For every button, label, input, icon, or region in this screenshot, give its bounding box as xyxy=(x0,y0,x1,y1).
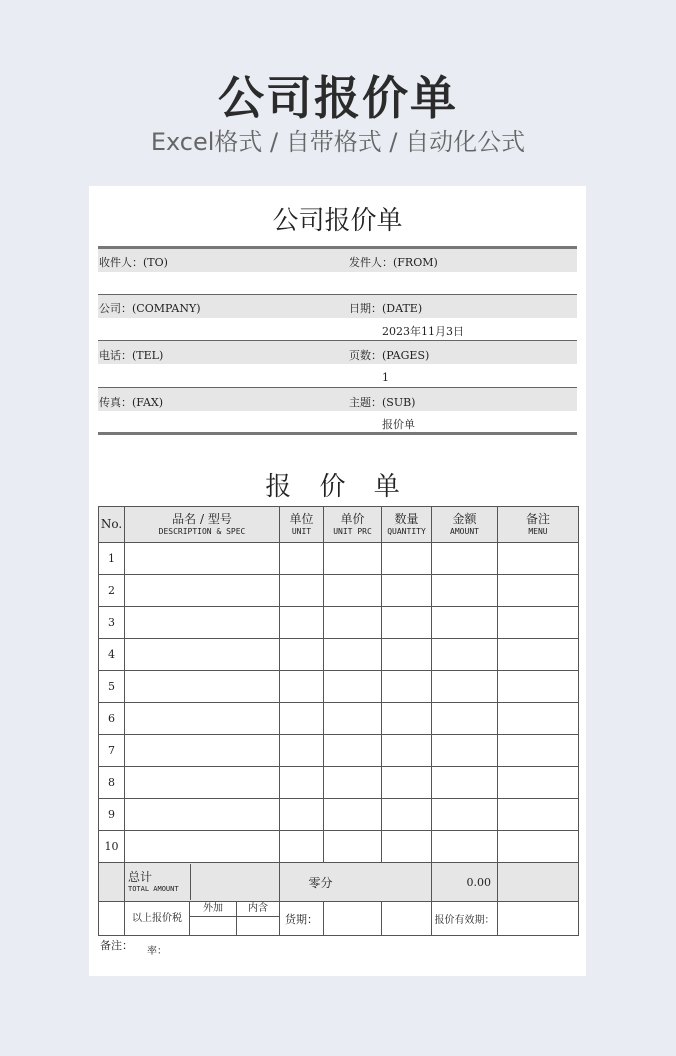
table-row xyxy=(99,639,579,671)
total-amount[interactable] xyxy=(432,863,498,902)
table-row xyxy=(99,703,579,735)
row-unit-price[interactable] xyxy=(324,575,382,607)
delivery-extra[interactable] xyxy=(382,902,432,936)
row-unit[interactable] xyxy=(280,671,324,703)
row-quantity[interactable] xyxy=(382,799,432,831)
total-label xyxy=(125,863,280,902)
total-label-en: TOTAL AMOUNT xyxy=(128,885,179,893)
remarks-label: 备注： xyxy=(100,939,133,952)
tax-external[interactable] xyxy=(190,902,237,935)
row-description[interactable] xyxy=(125,831,280,863)
hero-title: 公司报价单 xyxy=(218,71,458,125)
row-number: 8 xyxy=(99,767,125,799)
row-amount[interactable] xyxy=(432,543,498,575)
tax-cell xyxy=(125,902,280,957)
row-remarks[interactable] xyxy=(498,575,579,607)
row-unit-price[interactable] xyxy=(324,671,382,703)
row-amount[interactable] xyxy=(432,799,498,831)
row-remarks[interactable] xyxy=(498,639,579,671)
row-unit-price[interactable] xyxy=(324,735,382,767)
row-description[interactable] xyxy=(125,607,280,639)
total-row xyxy=(99,863,579,902)
row-remarks[interactable] xyxy=(498,543,579,575)
row-number: 4 xyxy=(99,639,125,671)
row-amount[interactable] xyxy=(432,831,498,863)
table-header-row xyxy=(99,507,579,543)
row-remarks[interactable] xyxy=(498,703,579,735)
row-quantity[interactable] xyxy=(382,671,432,703)
subject-value: 报价单 xyxy=(382,418,415,431)
info-band-4 xyxy=(98,388,577,411)
row-amount[interactable] xyxy=(432,607,498,639)
header-amount xyxy=(432,507,498,543)
row-unit[interactable] xyxy=(280,831,324,863)
header-quantity xyxy=(382,507,432,543)
tax-row xyxy=(99,902,579,936)
row-quantity[interactable] xyxy=(382,767,432,799)
header-amount-en: AMOUNT xyxy=(450,527,479,536)
row-remarks[interactable] xyxy=(498,671,579,703)
table-row xyxy=(99,767,579,799)
row-amount[interactable] xyxy=(432,639,498,671)
row-number: 9 xyxy=(99,799,125,831)
row-number: 10 xyxy=(99,831,125,863)
date-label: 日期：(DATE) xyxy=(349,302,423,315)
row-number: 7 xyxy=(99,735,125,767)
table-row xyxy=(99,543,579,575)
row-unit[interactable] xyxy=(280,607,324,639)
row-unit[interactable] xyxy=(280,543,324,575)
row-remarks[interactable] xyxy=(498,735,579,767)
row-unit-price[interactable] xyxy=(324,703,382,735)
header-remarks-cn: 备注 xyxy=(525,512,550,526)
table-row xyxy=(99,831,579,863)
row-number: 5 xyxy=(99,671,125,703)
total-amount-value: 0.00 xyxy=(466,875,491,889)
row-unit[interactable] xyxy=(280,639,324,671)
row-unit[interactable] xyxy=(280,703,324,735)
row-quantity[interactable] xyxy=(382,703,432,735)
delivery-value[interactable] xyxy=(324,902,382,936)
header-remarks xyxy=(498,507,579,543)
validity-label: 报价有效期： xyxy=(432,902,498,936)
row-quantity[interactable] xyxy=(382,639,432,671)
validity-value[interactable] xyxy=(498,902,579,936)
row-number: 6 xyxy=(99,703,125,735)
row-quantity[interactable] xyxy=(382,575,432,607)
header-quantity-cn: 数量 xyxy=(394,512,419,526)
row-remarks[interactable] xyxy=(498,767,579,799)
header-unit xyxy=(280,507,324,543)
table-title: 报 价 单 xyxy=(265,472,410,502)
header-unit-price xyxy=(324,507,382,543)
row-description[interactable] xyxy=(125,767,280,799)
header-amount-cn: 金额 xyxy=(452,512,477,526)
header-description-cn: 品名 / 型号 xyxy=(172,512,232,526)
row-quantity[interactable] xyxy=(382,543,432,575)
table-row xyxy=(99,575,579,607)
row-number: 3 xyxy=(99,607,125,639)
quotation-table xyxy=(98,506,579,957)
row-unit[interactable] xyxy=(280,767,324,799)
row-unit[interactable] xyxy=(280,799,324,831)
row-amount[interactable] xyxy=(432,703,498,735)
tax-label: 以上报价税率： xyxy=(125,902,190,935)
row-unit-price[interactable] xyxy=(324,831,382,863)
header-unit-cn: 单位 xyxy=(289,512,314,526)
row-quantity[interactable] xyxy=(382,831,432,863)
row-description[interactable] xyxy=(125,799,280,831)
row-description[interactable] xyxy=(125,543,280,575)
table-row xyxy=(99,799,579,831)
total-amount-words[interactable] xyxy=(280,863,432,902)
header-no xyxy=(99,507,125,543)
subject-label: 主题：(SUB) xyxy=(349,396,416,409)
row-remarks[interactable] xyxy=(498,831,579,863)
row-remarks[interactable] xyxy=(498,607,579,639)
row-number: 1 xyxy=(99,543,125,575)
date-value: 2023年11月3日 xyxy=(382,325,464,338)
row-quantity[interactable] xyxy=(382,735,432,767)
from-label: 发件人：(FROM) xyxy=(349,256,438,269)
row-amount[interactable] xyxy=(432,767,498,799)
row-description[interactable] xyxy=(125,703,280,735)
row-amount[interactable] xyxy=(432,671,498,703)
pages-label: 页数：(PAGES) xyxy=(349,349,430,362)
header-unit-price-cn: 单价 xyxy=(340,512,365,526)
pages-value: 1 xyxy=(382,371,389,384)
row-description[interactable] xyxy=(125,735,280,767)
info-band-1 xyxy=(98,249,577,272)
header-no-label: No. xyxy=(100,517,123,531)
row-unit-price[interactable] xyxy=(324,767,382,799)
row-amount[interactable] xyxy=(432,735,498,767)
table-row xyxy=(99,735,579,767)
delivery-label: 货期： xyxy=(280,902,324,936)
table-row xyxy=(99,607,579,639)
row-number: 2 xyxy=(99,575,125,607)
info-band-3 xyxy=(98,341,577,364)
tel-label: 电话：(TEL) xyxy=(99,349,164,362)
row-unit[interactable] xyxy=(280,575,324,607)
header-unit-price-en: UNIT PRC xyxy=(333,527,372,536)
table-row xyxy=(99,671,579,703)
row-description[interactable] xyxy=(125,671,280,703)
header-description xyxy=(125,507,280,543)
total-amount-words-text: 零分 xyxy=(308,875,333,890)
header-unit-en: UNIT xyxy=(291,527,312,536)
row-unit-price[interactable] xyxy=(324,639,382,671)
tax-internal-label: 内含 xyxy=(237,902,279,917)
tax-external-label: 外加 xyxy=(190,902,236,917)
fax-label: 传真：(FAX) xyxy=(99,396,164,409)
quotation-sheet xyxy=(89,186,586,976)
company-label: 公司：(COMPANY) xyxy=(99,302,201,315)
header-description-en: DESCRIPTION & SPEC xyxy=(158,527,246,536)
row-amount[interactable] xyxy=(432,575,498,607)
row-remarks[interactable] xyxy=(498,799,579,831)
row-unit-price[interactable] xyxy=(324,799,382,831)
total-label-cn: 总计 xyxy=(128,870,153,884)
tax-internal[interactable] xyxy=(237,902,279,935)
total-remarks[interactable] xyxy=(498,863,579,902)
row-quantity[interactable] xyxy=(382,607,432,639)
row-description[interactable] xyxy=(125,575,280,607)
row-unit-price[interactable] xyxy=(324,543,382,575)
info-bottom-rule xyxy=(98,432,577,435)
to-label: 收件人：(TO) xyxy=(99,256,168,269)
hero-subtitle: Excel格式 / 自带格式 / 自动化公式 xyxy=(150,128,526,156)
row-unit[interactable] xyxy=(280,735,324,767)
header-remarks-en: MENU xyxy=(528,527,548,536)
sheet-title: 公司报价单 xyxy=(272,206,403,236)
header-quantity-en: QUANTITY xyxy=(387,527,426,536)
tax-spacer xyxy=(99,902,125,936)
total-spacer xyxy=(99,863,125,902)
total-words-area xyxy=(191,870,279,894)
row-description[interactable] xyxy=(125,639,280,671)
row-unit-price[interactable] xyxy=(324,607,382,639)
